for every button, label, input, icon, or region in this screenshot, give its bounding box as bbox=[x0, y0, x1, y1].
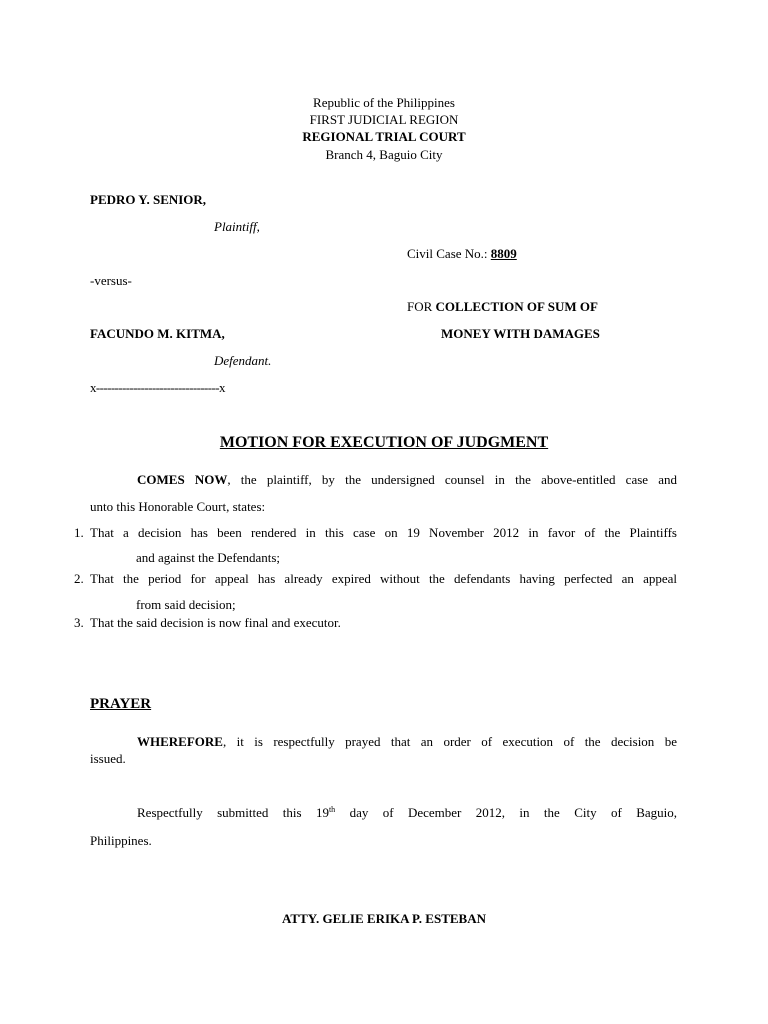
prayer-line2: issued. bbox=[90, 751, 126, 766]
list-item-3 bbox=[74, 616, 341, 629]
submission-line2: Philippines. bbox=[90, 833, 152, 848]
submission-post: day of December 2012, in the City of Baguio, bbox=[335, 805, 678, 820]
intro-text: , the plaintiff, by the undersigned counsel in the above-entitled case and bbox=[227, 472, 677, 487]
defendant-role: Defendant. bbox=[214, 353, 272, 368]
case-nature-text1: COLLECTION OF SUM OF bbox=[435, 299, 598, 314]
submission-line1 bbox=[137, 806, 677, 819]
prayer-text: , it is respectfully prayed that an order of execution of the decision be bbox=[222, 734, 677, 749]
prayer-line1 bbox=[137, 735, 677, 748]
document-title: MOTION FOR EXECUTION OF JUDGMENT bbox=[219, 434, 549, 451]
signatory-name: ATTY. GELIE ERIKA P. ESTEBAN bbox=[282, 911, 486, 926]
list-item-number: 3. bbox=[74, 615, 84, 630]
header-branch: Branch 4, Baguio City bbox=[325, 147, 443, 162]
case-no-value: 8809 bbox=[490, 246, 517, 261]
submission-pre: Respectfully submitted this 19 bbox=[137, 805, 329, 820]
plaintiff-role: Plaintiff, bbox=[214, 219, 260, 234]
case-nature-line1 bbox=[407, 300, 598, 313]
versus-label: -versus- bbox=[90, 273, 132, 288]
header-court: REGIONAL TRIAL COURT bbox=[302, 129, 466, 144]
list-item-1 bbox=[74, 526, 677, 539]
list-item-1-cont: and against the Defendants; bbox=[136, 550, 281, 565]
caption-separator: x---------------------------------x bbox=[90, 380, 225, 395]
header-region: FIRST JUDICIAL REGION bbox=[309, 112, 459, 127]
list-item-2 bbox=[74, 572, 677, 585]
prayer-lead: WHEREFORE bbox=[137, 734, 223, 749]
case-no-label: Civil Case No.: bbox=[407, 246, 488, 261]
intro-line2: unto this Honorable Court, states: bbox=[90, 499, 266, 514]
for-label: FOR bbox=[407, 299, 433, 314]
list-item-text: That a decision has been rendered in this case on 19 November 2012 in favor of the Plaintiffs bbox=[90, 525, 677, 540]
defendant-name: FACUNDO M. KITMA, bbox=[90, 326, 225, 341]
header-republic: Republic of the Philippines bbox=[313, 95, 455, 110]
list-item-number: 2. bbox=[74, 571, 84, 586]
prayer-heading: PRAYER bbox=[90, 696, 152, 712]
civil-case-no bbox=[407, 247, 517, 260]
case-nature-line2: MONEY WITH DAMAGES bbox=[441, 326, 600, 341]
plaintiff-name: PEDRO Y. SENIOR, bbox=[90, 192, 207, 207]
list-item-number: 1. bbox=[74, 525, 84, 540]
intro-lead: COMES NOW bbox=[137, 472, 228, 487]
list-item-2-cont: from said decision; bbox=[136, 597, 236, 612]
intro-line1 bbox=[137, 473, 677, 486]
list-item-text: That the said decision is now final and executor. bbox=[90, 615, 341, 630]
list-item-text: That the period for appeal has already expired without the defendants having perfected an appeal bbox=[90, 571, 677, 586]
submission-sup: th bbox=[328, 805, 336, 814]
